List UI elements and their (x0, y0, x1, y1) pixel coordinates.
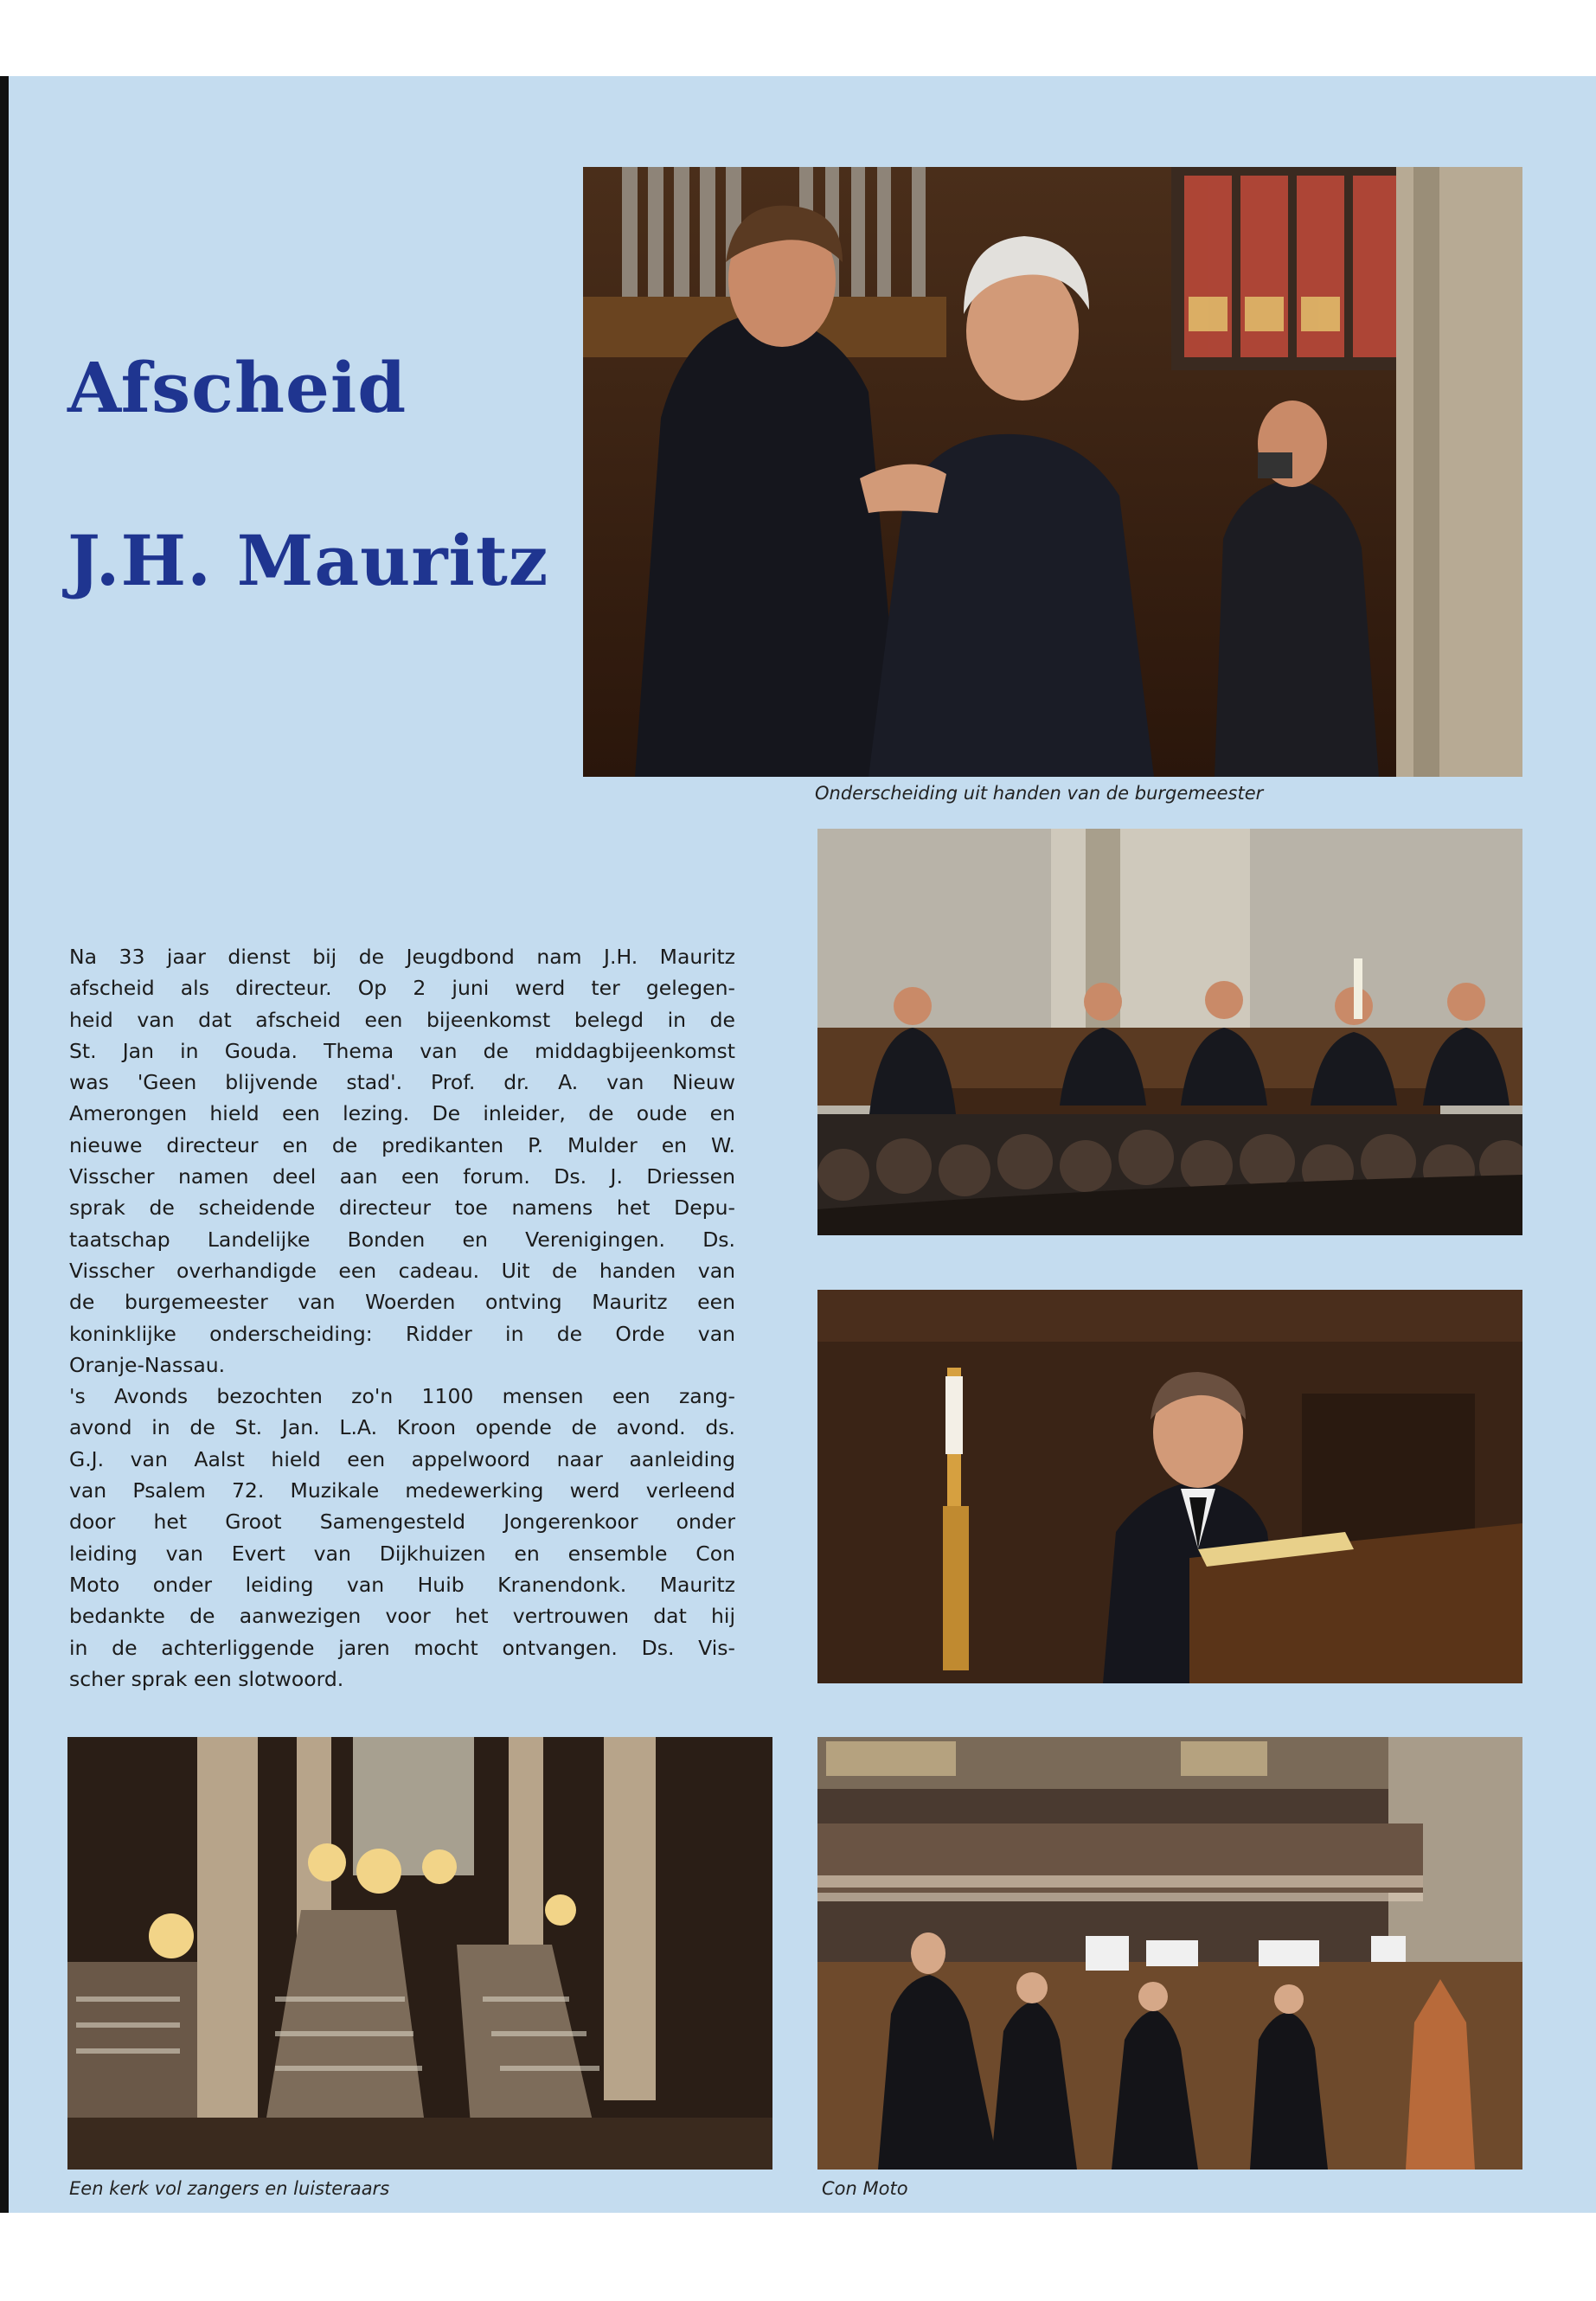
photo-sermon (817, 1290, 1522, 1683)
magazine-page (9, 76, 1596, 2213)
caption-ensemble: Con Moto (822, 2178, 908, 2199)
text-line: nieuwe directeur en de predikanten P. Mulder en W. (69, 1132, 735, 1157)
photo-forum (817, 829, 1522, 1235)
caption-church-interior: Een kerk vol zangers en luisteraars (69, 2178, 390, 2199)
text-line: Amerongen hield een lezing. De inleider, de oude en (69, 1101, 735, 1126)
text-line: was 'Geen blijvende stad'. Prof. dr. A. van Nieuw (69, 1070, 735, 1095)
text-line: door het Groot Samengesteld Jongerenkoor onder (69, 1509, 735, 1535)
text-line: G.J. van Aalst hield een appelwoord naar aanleiding (69, 1446, 735, 1471)
text-line: bedankte de aanwezigen voor het vertrouwen dat hij (69, 1604, 735, 1629)
text-line: sprak de scheidende directeur toe namens het Depu- (69, 1195, 735, 1221)
text-line: avond in de St. Jan. L.A. Kroon opende de avond. ds. (69, 1415, 735, 1440)
text-line: in de achterliggende jaren mocht ontvangen. Ds. Vis- (69, 1635, 735, 1660)
text-line: St. Jan in Gouda. Thema van de middagbijeenkomst (69, 1038, 735, 1063)
article-body (69, 941, 735, 1695)
text-line: Visscher overhandigde een cadeau. Uit de handen van (69, 1258, 735, 1283)
photo-church-interior (67, 1737, 772, 2170)
article-title-line2: J.H. Mauritz (67, 520, 549, 601)
article-paragraph-2 (69, 1381, 735, 1695)
text-line: heid van dat afscheid een bijeenkomst belegd in de (69, 1007, 735, 1032)
text-line: Visscher namen deel aan een forum. Ds. J. Driessen (69, 1164, 735, 1189)
text-line: Moto onder leiding van Huib Kranendonk. Mauritz (69, 1572, 735, 1597)
photo-award-ceremony (583, 167, 1522, 777)
text-line: de burgemeester van Woerden ontving Mauritz een (69, 1290, 735, 1315)
caption-award-ceremony: Onderscheiding uit handen van de burgemeester (815, 783, 1264, 804)
text-line: 's Avonds bezochten zo'n 1100 mensen een zang- (69, 1384, 735, 1409)
text-line: leiding van Evert van Dijkhuizen en ensemble Con (69, 1541, 735, 1566)
text-line: scher sprak een slotwoord. (69, 1666, 344, 1691)
article-paragraph-1 (69, 941, 735, 1381)
photo-ensemble (817, 1737, 1522, 2170)
text-line: koninklijke onderscheiding: Ridder in de Orde van (69, 1321, 735, 1346)
scan-edge (0, 76, 9, 2213)
article-title-line1: Afscheid (67, 347, 407, 428)
text-line: van Psalem 72. Muzikale medewerking werd verleend (69, 1478, 735, 1503)
text-line: Na 33 jaar dienst bij de Jeugdbond nam J.H. Mauritz (69, 945, 735, 969)
text-line: afscheid als directeur. Op 2 juni werd ter gelegen- (69, 976, 735, 1001)
text-line: taatschap Landelijke Bonden en Verenigingen. Ds. (69, 1227, 735, 1252)
text-line: Oranje-Nassau. (69, 1352, 226, 1377)
